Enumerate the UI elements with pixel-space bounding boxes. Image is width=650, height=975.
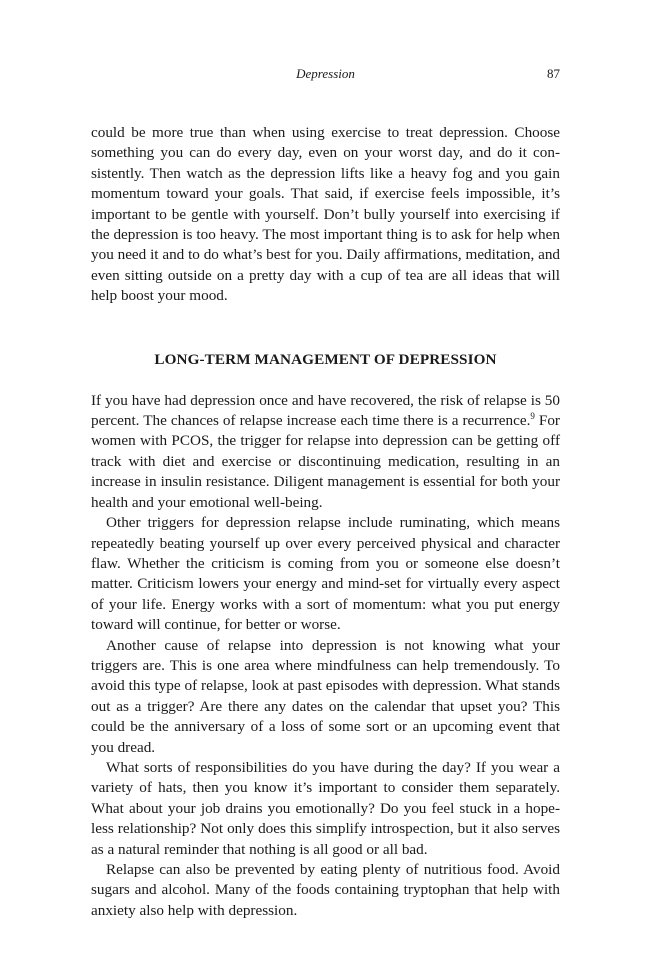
running-head <box>91 66 560 86</box>
paragraph-continuation: could be more true than when using exercise to treat depression. Choose something you can do every day, even on your worst day, and do it consistently. Then watch as the depression lifts like a heavy fog and you gain momentum toward your goals. That said, if exercise feels impossible, it’s important to be gentle with yourself. Don’t bully yourself into exercising if the depression is too heavy. The most important thing is to ask for help when you need it and to do what’s best for you. Daily affirmations, meditation, and even sitting outside on a pretty day with a cup of tea are all ideas that will help boost your mood. <box>91 124 560 305</box>
paragraph-relapse-risk <box>91 391 560 513</box>
paragraph-text: For women with PCOS, the trigger for relapse into depression can be getting off track with diet and exercise or discontinuing medication, resulting in an increase in insulin resistance. Diligent management is essential for both your health and your emotional well-being. <box>91 412 560 511</box>
section-heading: LONG-TERM MANAGEMENT OF DEPRESSION <box>154 350 497 368</box>
paragraph-nutrition: Relapse can also be prevented by eating plenty of nutritious food. Avoid sugars and alcohol. Many of the foods containing tryptophan that help with anxiety also help with depression. <box>91 861 560 919</box>
running-head-title: Depression <box>296 66 355 81</box>
paragraph-ruminating: Other triggers for depression relapse include ruminating, which means repeatedly beating yourself up over every perceived physical and character flaw. Whether the criticism is coming from you or someone else doesn’t matter. Criticism lowers your energy and mind-set for virtually every aspect of your life. Energy works with a sort of momentum: what you put energy toward will continue, for better or worse. <box>91 514 560 634</box>
paragraph-responsibilities: What sorts of responsibilities do you have during the day? If you wear a variety of hats, then you know it’s important to consider them separately. What about your job drains you emotionally? Do you feel stuck in a hopeless relationship? Not only does this simplify introspection, but it also serves as a natural reminder that nothing is all good or all bad. <box>91 758 560 858</box>
page-number: 87 <box>547 66 560 81</box>
paragraph-text: If you have had depression once and have recovered, the risk of relapse is 50 percent. The chances of relapse increase each time there is a recurrence. <box>91 391 560 430</box>
body-text <box>91 123 560 921</box>
footnote-reference: 9 <box>530 411 535 422</box>
paragraph-triggers: Another cause of relapse into depression is not knowing what your triggers are. This is one area where mindfulness can help tremendously. To avoid this type of relapse, look at past episodes with depression. What stands out as a trigger? Are there any dates on the calendar that upset you? This could be the anniversary of a loss of some sort or an upcoming event that you dread. <box>91 636 560 756</box>
